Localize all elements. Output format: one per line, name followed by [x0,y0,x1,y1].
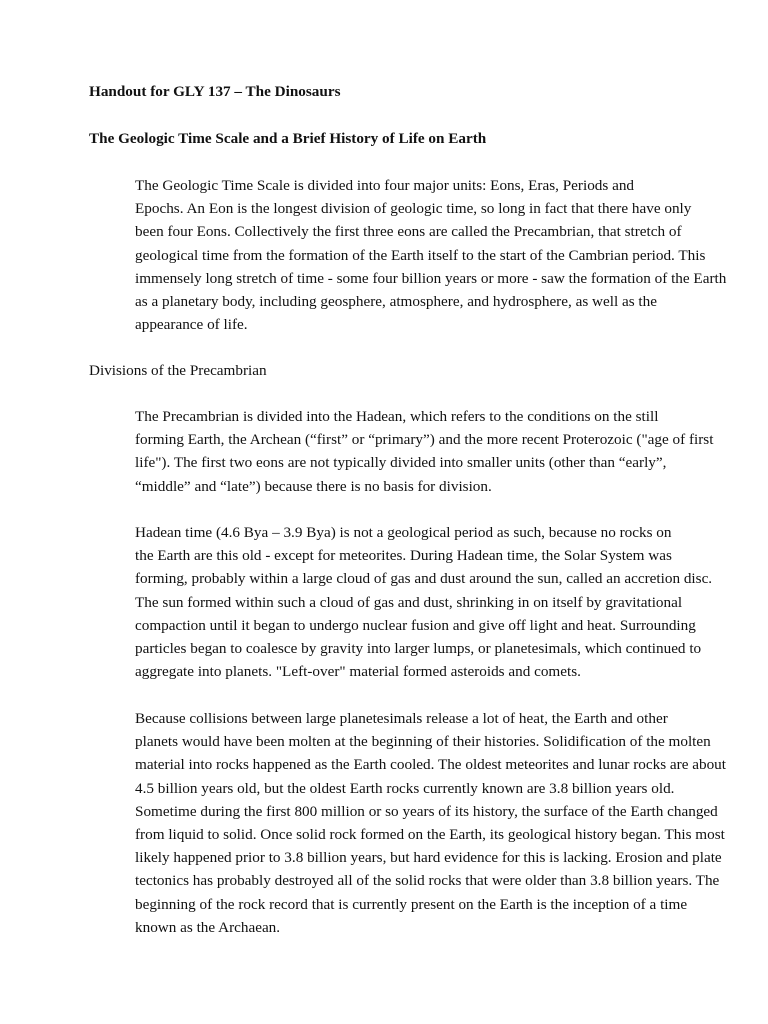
handout-title: Handout for GLY 137 – The Dinosaurs [89,83,341,100]
paragraph-line: aggregate into planets. "Left-over" material formed asteroids and comets. [135,663,581,681]
paragraph-line: been four Eons. Collectively the first three eons are called the Precambrian, that stretch of [135,223,682,241]
collisions-paragraph [89,707,726,939]
paragraph-line: The sun formed within such a cloud of gas and dust, shrinking in on itself by gravitational [135,593,683,611]
paragraph-line: particles began to coalesce by gravity into larger lumps, or planetesimals, which continued to [135,640,702,658]
paragraph-line: Sometime during the first 800 million or so years of its history, the surface of the Earth changed [135,802,718,820]
paragraph-line: life"). The first two eons are not typically divided into smaller units (other than “early”, [135,454,667,472]
paragraph-line: planets would have been molten at the beginning of their histories. Solidification of the molten [135,733,711,751]
paragraph-line: known as the Archaean. [135,918,281,936]
paragraph-line: forming, probably within a large cloud of gas and dust around the sun, called an accretion disc. [135,570,713,588]
paragraph-line: the Earth are this old - except for meteorites. During Hadean time, the Solar System was [135,547,672,565]
paragraph-line: appearance of life. [135,316,248,334]
paragraph-line: material into rocks happened as the Earth cooled. The oldest meteorites and lunar rocks are about [135,756,726,774]
paragraph-line: The Precambrian is divided into the Hadean, which refers to the conditions on the still [135,408,659,425]
paragraph-line: forming Earth, the Archean (“first” or “primary”) and the more recent Proterozoic ("age of first [135,431,714,449]
subheading-precambrian: Divisions of the Precambrian [89,362,267,379]
paragraph-line: 4.5 billion years old, but the oldest Earth rocks currently known are 3.8 billion years old. [135,779,675,797]
paragraph-line: as a planetary body, including geosphere, atmosphere, and hydrosphere, as well as the [135,293,657,311]
paragraph-line: geological time from the formation of the Earth itself to the start of the Cambrian period. This [135,246,706,264]
paragraph-line: from liquid to solid. Once solid rock formed on the Earth, its geological history began. This most [135,826,725,844]
paragraph-line: “middle” and “late”) because there is no basis for division. [135,477,492,495]
section-title: The Geologic Time Scale and a Brief History of Life on Earth [89,130,487,147]
paragraph-line: compaction until it began to undergo nuclear fusion and give off light and heat. Surrounding [135,616,696,634]
intro-paragraph [89,174,727,336]
paragraph-line: The Geologic Time Scale is divided into four major units: Eons, Eras, Periods and [135,177,635,194]
paragraph-line: Because collisions between large planetesimals release a lot of heat, the Earth and other [135,710,668,727]
paragraph-line: immensely long stretch of time - some four billion years or more - saw the formation of the Earth [135,269,727,287]
paragraph-line: likely happened prior to 3.8 billion years, but hard evidence for this is lacking. Erosion and plate [135,849,722,867]
paragraph-line: Hadean time (4.6 Bya – 3.9 Bya) is not a geological period as such, because no rocks on [135,524,672,541]
hadean-paragraph [89,521,713,683]
paragraph-line: beginning of the rock record that is currently present on the Earth is the inception of a time [135,895,688,913]
paragraph-line: tectonics has probably destroyed all of the solid rocks that were older than 3.8 billion years. The [135,872,720,890]
precambrian-paragraph [89,405,714,498]
paragraph-line: Epochs. An Eon is the longest division of geologic time, so long in fact that there have only [135,200,692,218]
